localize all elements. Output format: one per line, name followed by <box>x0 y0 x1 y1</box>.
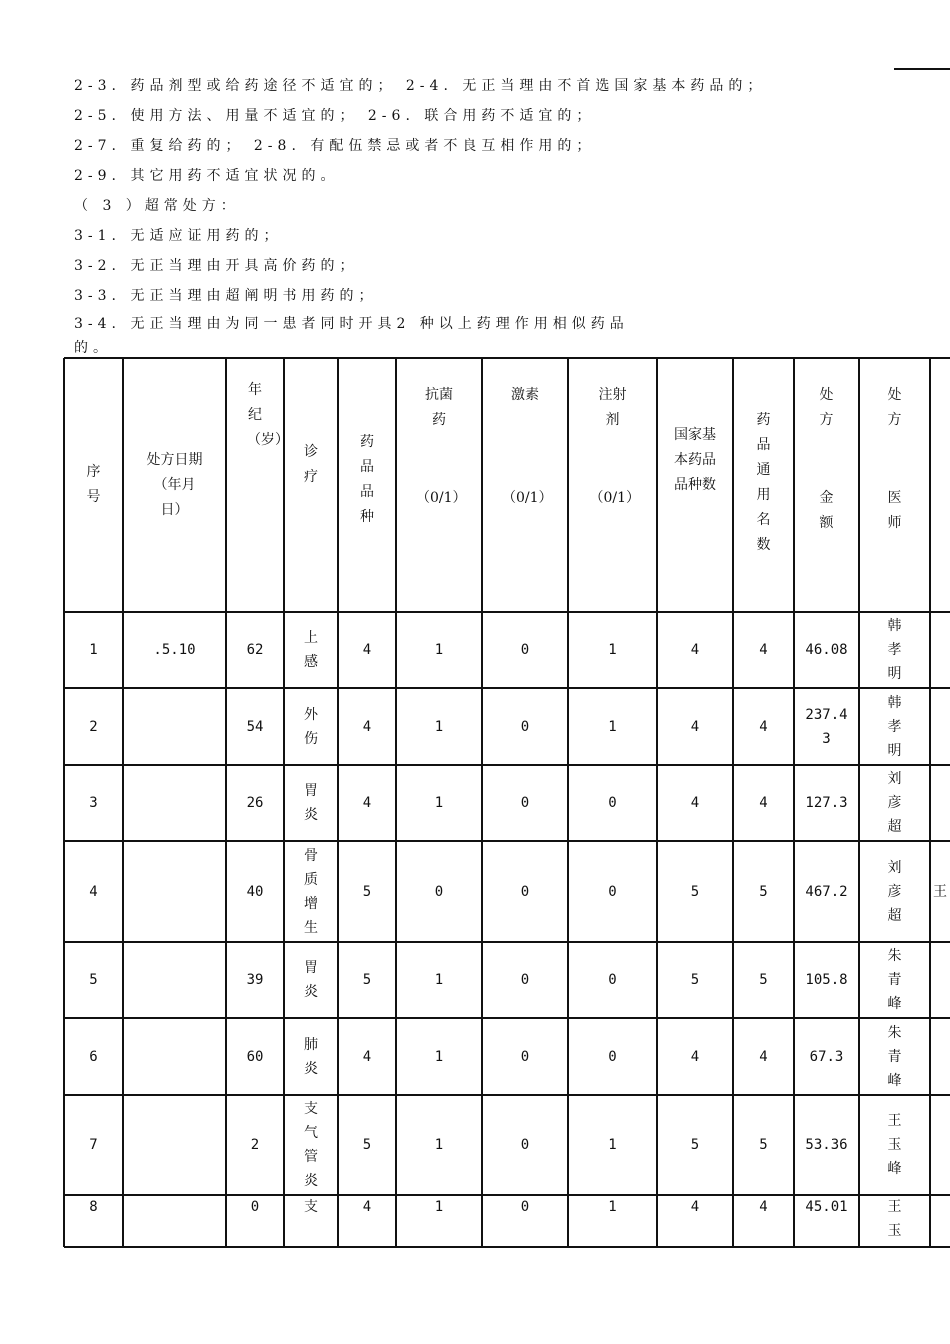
header-generic-names-text: 药品通用名数 <box>756 412 771 553</box>
table-cell-seq-text: 1 <box>89 642 98 658</box>
table-cell-amount-text: 67.3 <box>809 1048 844 1065</box>
table-cell-diag <box>284 841 338 942</box>
header-drug-kinds <box>338 378 396 582</box>
table-cell-anti <box>396 1095 482 1195</box>
table-cell-kinds <box>338 612 396 688</box>
header-diagnosis <box>284 358 338 572</box>
header-amount-text: 处方 <box>819 387 834 428</box>
header-horm-text: 激素 <box>511 387 539 403</box>
table-cell-basic-text: 4 <box>690 795 700 811</box>
table-cell-inj <box>568 612 657 688</box>
text-line: 的。 <box>74 340 112 356</box>
table-cell-age-text: 39 <box>246 972 264 988</box>
table-cell-generic-text: 4 <box>759 1048 768 1065</box>
table-cell-doctor <box>859 612 930 688</box>
table-cell-seq-text: 7 <box>89 1137 98 1153</box>
table-cell-anti-text: 1 <box>434 642 444 658</box>
table-cell-horm-text: 0 <box>520 642 530 658</box>
table-cell-age-text: 40 <box>246 883 264 900</box>
table-cell-amount <box>794 942 859 1018</box>
table-cell-horm-text: 0 <box>520 883 530 900</box>
table-cell-inj <box>568 1095 657 1195</box>
header-drug-kinds-text: 药品品种 <box>360 434 374 525</box>
table-cell-basic <box>657 688 733 765</box>
text-line: 3-4. 无正当理由为同一患者同时开具2 种以上药理作用相似药品 <box>74 316 629 332</box>
table-cell-basic-text: 4 <box>690 1048 700 1065</box>
header-basic-drugs <box>657 423 733 558</box>
table-cell-basic-text: 5 <box>690 1137 700 1153</box>
table-cell-date <box>123 765 226 841</box>
table-cell-kinds-text: 4 <box>362 718 372 735</box>
table-cell-generic-text: 4 <box>759 1199 768 1215</box>
table-cell-seq-text: 4 <box>89 883 98 900</box>
table-cell-doctor <box>859 1018 930 1095</box>
table-cell-diag <box>284 1195 338 1247</box>
header-anti-flag-text: （0/1） <box>416 490 467 506</box>
header-horm-flag-text: （0/1） <box>502 490 553 506</box>
table-cell-anti-text: 1 <box>434 1048 444 1065</box>
table-cell-age <box>226 1018 284 1095</box>
table-cell-generic <box>733 765 794 841</box>
table-cell-diag-text: 上感 <box>304 630 318 670</box>
table-cell-amount <box>794 1095 859 1195</box>
table-cell-horm <box>482 688 568 765</box>
header-amount-label-text: 金额 <box>819 490 834 531</box>
table-cell-basic <box>657 612 733 688</box>
table-cell-basic-text: 4 <box>690 718 700 735</box>
text-line: 2-7. 重复给药的； 2-8. 有配伍禁忌或者不良互相作用的； <box>74 138 596 154</box>
table-cell-age-text: 54 <box>246 718 264 735</box>
table-cell-date <box>123 688 226 765</box>
table-cell-diag <box>284 688 338 765</box>
table-cell-doctor <box>859 942 930 1018</box>
table-cell-kinds-text: 4 <box>362 1048 372 1065</box>
header-date-text: 处方日期（年月日） <box>146 451 203 518</box>
table-cell-seq <box>64 942 123 1018</box>
table-cell-inj <box>568 1195 657 1247</box>
table-cell-inj-text: 1 <box>608 1199 617 1215</box>
table-cell-horm-text: 0 <box>520 1048 530 1065</box>
header-amount <box>794 383 859 433</box>
table-cell-diag <box>284 765 338 841</box>
table-cell-anti <box>396 612 482 688</box>
header-age <box>226 378 289 552</box>
table-cell-generic-text: 4 <box>759 795 768 811</box>
table-cell-doctor <box>859 841 930 942</box>
table-cell-anti <box>396 1018 482 1095</box>
text-line: 3-3. 无正当理由超阐明书用药的； <box>74 288 378 304</box>
table-cell-diag-text: 胃炎 <box>304 960 318 1000</box>
table-cell-inj-text: 1 <box>608 642 617 658</box>
table-cell-inj <box>568 942 657 1018</box>
header-inj-text: 注射剂 <box>598 387 627 428</box>
header-amount-label <box>794 486 859 538</box>
table-cell-kinds-text: 5 <box>362 972 372 988</box>
table-cell-diag <box>284 612 338 688</box>
table-cell-anti <box>396 1195 482 1247</box>
table-cell-horm-text: 0 <box>520 718 530 735</box>
table-cell-age <box>226 1195 284 1247</box>
table-cell-generic-text: 5 <box>759 1137 768 1153</box>
table-cell-generic <box>733 1095 794 1195</box>
table-cell-kinds <box>338 1018 396 1095</box>
table-cell-seq-text: 5 <box>89 972 98 988</box>
header-anti-flag <box>396 486 482 538</box>
table-cell-basic-text: 5 <box>690 883 700 900</box>
table-cell-diag <box>284 1018 338 1095</box>
overflow-char <box>930 841 950 942</box>
table-cell-amount <box>794 688 859 765</box>
table-cell-date <box>123 1018 226 1095</box>
table-cell-doctor-text: 王玉峰 <box>887 1113 902 1177</box>
table-cell-generic <box>733 942 794 1018</box>
table-cell-horm <box>482 765 568 841</box>
table-cell-amount-text: 46.08 <box>805 642 848 658</box>
table-cell-basic <box>657 1095 733 1195</box>
text-line: 2-3. 药品剂型或给药途径不适宜的； 2-4. 无正当理由不首选国家基本药品的； <box>74 78 767 94</box>
table-cell-horm <box>482 1095 568 1195</box>
table-cell-age <box>226 942 284 1018</box>
table-cell-seq <box>64 1095 123 1195</box>
table-cell-age <box>226 1095 284 1195</box>
table-cell-inj-text: 0 <box>608 1048 617 1065</box>
table-cell-horm <box>482 942 568 1018</box>
table-cell-age-text: 26 <box>246 795 264 811</box>
table-cell-amount <box>794 1018 859 1095</box>
overflow-char-text: 王 <box>933 883 947 900</box>
top-right-rule <box>894 68 950 70</box>
text-line: 2-9. 其它用药不适宜状况的。 <box>74 168 340 184</box>
table-cell-horm <box>482 612 568 688</box>
table-cell-kinds-text: 5 <box>362 883 372 900</box>
table-cell-age <box>226 612 284 688</box>
header-inj <box>568 383 657 438</box>
text-line: 3-1. 无适应证用药的； <box>74 228 283 244</box>
table-cell-basic <box>657 1195 733 1247</box>
table-cell-doctor <box>859 765 930 841</box>
table-cell-amount <box>794 1195 859 1247</box>
table-cell-inj <box>568 1018 657 1095</box>
table-cell-generic-text: 4 <box>759 718 768 735</box>
header-doctor-label <box>859 486 930 538</box>
table-cell-seq <box>64 841 123 942</box>
table-cell-diag-text: 骨质增生 <box>304 847 318 936</box>
table-cell-amount-text: 53.36 <box>805 1137 848 1153</box>
table-cell-generic-text: 5 <box>759 883 768 900</box>
table-cell-kinds <box>338 1195 396 1247</box>
table-cell-generic <box>733 688 794 765</box>
table-cell-generic <box>733 1195 794 1247</box>
header-horm-flag <box>482 486 568 538</box>
table-cell-seq-text: 2 <box>89 718 98 735</box>
table-cell-doctor-text: 刘彦超 <box>887 859 902 924</box>
table-cell-doctor-text: 韩孝明 <box>887 694 902 759</box>
header-seq-text: 序号 <box>86 464 101 505</box>
table-cell-date <box>123 1095 226 1195</box>
table-cell-generic-text: 5 <box>759 972 768 988</box>
table-cell-basic-text: 5 <box>690 972 700 988</box>
text-line: 3-2. 无正当理由开具高价药的； <box>74 258 359 274</box>
table-cell-horm <box>482 1018 568 1095</box>
table-cell-seq <box>64 765 123 841</box>
table-cell-seq-text: 6 <box>89 1048 98 1065</box>
table-cell-seq <box>64 612 123 688</box>
table-cell-doctor <box>859 1195 930 1247</box>
table-cell-inj <box>568 765 657 841</box>
table-cell-amount-text: 105.8 <box>805 972 848 988</box>
table-cell-amount <box>794 612 859 688</box>
table-cell-seq <box>64 1195 123 1247</box>
table-cell-anti <box>396 765 482 841</box>
table-cell-amount-text: 127.3 <box>805 795 848 811</box>
table-cell-doctor-text: 王玉 <box>887 1199 902 1239</box>
table-cell-amount-text: 467.2 <box>805 883 848 900</box>
table-cell-generic <box>733 1018 794 1095</box>
table-cell-kinds-text: 5 <box>362 1137 372 1153</box>
table-cell-kinds <box>338 841 396 942</box>
table-cell-inj-text: 0 <box>608 795 617 811</box>
table-cell-generic <box>733 841 794 942</box>
table-cell-age-text: 0 <box>250 1199 260 1215</box>
table-cell-generic <box>733 612 794 688</box>
header-date <box>123 358 226 612</box>
table-cell-inj-text: 1 <box>608 1137 617 1153</box>
table-cell-generic-text: 4 <box>759 642 768 658</box>
table-cell-basic <box>657 765 733 841</box>
table-cell-date <box>123 942 226 1018</box>
header-anti <box>396 383 482 438</box>
header-diagnosis-text: 诊疗 <box>304 444 318 485</box>
table-cell-date <box>123 841 226 942</box>
table-cell-age-text: 60 <box>246 1048 264 1065</box>
table-cell-age-text: 2 <box>250 1137 260 1153</box>
table-cell-inj-text: 1 <box>608 718 617 735</box>
table-cell-doctor-text: 刘彦超 <box>887 771 902 835</box>
table-cell-diag-text: 肺炎 <box>304 1036 318 1077</box>
table-cell-kinds <box>338 765 396 841</box>
header-doctor-text: 处方 <box>887 387 902 428</box>
table-cell-date <box>123 1195 226 1247</box>
table-cell-anti-text: 1 <box>434 718 444 735</box>
table-cell-age <box>226 688 284 765</box>
table-cell-doctor-text: 朱青峰 <box>887 948 902 1012</box>
table-cell-horm-text: 0 <box>520 1199 530 1215</box>
table-cell-kinds <box>338 688 396 765</box>
table-cell-kinds-text: 4 <box>362 1199 372 1215</box>
table-cell-diag <box>284 942 338 1018</box>
header-seq <box>64 358 123 612</box>
table-cell-kinds <box>338 942 396 1018</box>
header-inj-flag-text: （0/1） <box>589 490 641 506</box>
table-cell-horm-text: 0 <box>520 1137 530 1153</box>
table-cell-anti-text: 1 <box>434 972 444 988</box>
table-cell-date <box>123 612 226 688</box>
header-basic-drugs-text: 国家基本药品品种数 <box>674 427 716 493</box>
table-cell-anti-text: 1 <box>434 795 444 811</box>
table-cell-horm <box>482 841 568 942</box>
table-cell-anti-text: 1 <box>434 1137 444 1153</box>
table-cell-doctor <box>859 1095 930 1195</box>
table-cell-age <box>226 765 284 841</box>
table-cell-inj-text: 0 <box>608 972 617 988</box>
table-cell-horm-text: 0 <box>520 972 530 988</box>
table-cell-kinds-text: 4 <box>362 642 372 658</box>
table-cell-horm-text: 0 <box>520 795 530 811</box>
table-cell-date-text: .5.10 <box>153 642 196 658</box>
table-cell-diag <box>284 1095 338 1195</box>
table-cell-seq <box>64 688 123 765</box>
table-cell-doctor <box>859 688 930 765</box>
table-cell-horm <box>482 1195 568 1247</box>
table-cell-diag-text: 支 <box>304 1199 318 1215</box>
table-cell-kinds-text: 4 <box>362 795 372 811</box>
header-doctor <box>859 383 930 433</box>
table-cell-basic <box>657 841 733 942</box>
table-cell-basic <box>657 1018 733 1095</box>
header-doctor-label-text: 医师 <box>887 490 902 531</box>
table-cell-age-text: 62 <box>246 642 264 658</box>
table-cell-inj <box>568 688 657 765</box>
table-cell-age <box>226 841 284 942</box>
table-cell-basic <box>657 942 733 1018</box>
table-cell-doctor-text: 朱青峰 <box>887 1024 902 1089</box>
table-cell-seq <box>64 1018 123 1095</box>
header-age-text: 年纪（岁） <box>247 382 289 448</box>
table-cell-seq-text: 3 <box>89 795 98 811</box>
table-cell-anti <box>396 841 482 942</box>
table-cell-amount-text: 45.01 <box>805 1199 848 1215</box>
header-generic-names <box>733 408 794 568</box>
table-cell-basic-text: 4 <box>690 642 700 658</box>
table-cell-amount <box>794 841 859 942</box>
header-horm <box>482 383 568 438</box>
table-cell-diag-text: 外伤 <box>304 706 318 747</box>
table-cell-amount-text: 237.43 <box>805 706 848 747</box>
table-cell-anti-text: 1 <box>434 1199 444 1215</box>
header-inj-flag <box>568 486 657 538</box>
header-anti-text: 抗菌药 <box>425 387 453 428</box>
table-cell-anti-text: 0 <box>434 883 444 900</box>
table-cell-anti <box>396 942 482 1018</box>
table-cell-doctor-text: 韩孝明 <box>887 618 902 682</box>
table-cell-seq-text: 8 <box>89 1199 98 1215</box>
text-line: （ 3 ）超常处方： <box>74 198 240 214</box>
table-cell-diag-text: 支气管炎 <box>304 1101 318 1189</box>
table-cell-anti <box>396 688 482 765</box>
table-cell-amount <box>794 765 859 841</box>
table-cell-kinds <box>338 1095 396 1195</box>
table-cell-inj-text: 0 <box>608 883 617 900</box>
table-cell-diag-text: 胃炎 <box>304 783 318 823</box>
table-cell-basic-text: 4 <box>690 1199 700 1215</box>
table-cell-inj <box>568 841 657 942</box>
text-line: 2-5. 使用方法、用量不适宜的； 2-6. 联合用药不适宜的； <box>74 108 596 124</box>
